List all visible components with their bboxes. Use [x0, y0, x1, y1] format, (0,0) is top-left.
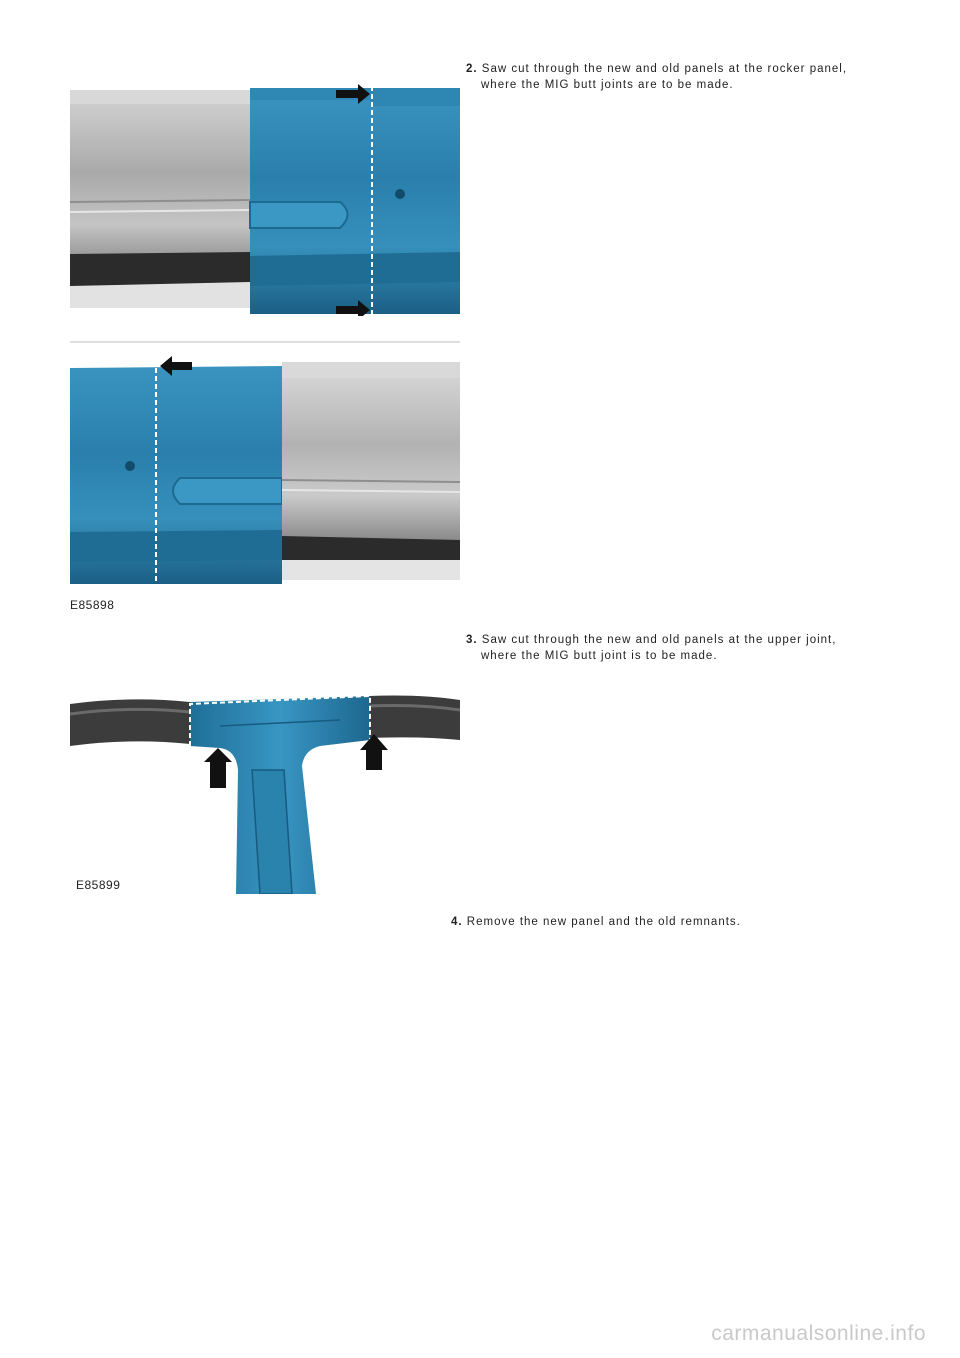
- step-2-instruction: [466, 61, 847, 93]
- upper-joint-illustration: [70, 690, 460, 894]
- step-number: 3.: [466, 634, 478, 646]
- rocker-panel-joint-illustration-top: [70, 82, 460, 316]
- step-4-instruction: [451, 914, 741, 930]
- step-text: Remove the new panel and the old remnants.: [466, 916, 741, 928]
- step-3-instruction: [466, 632, 836, 664]
- watermark: carmanualsonline.info: [711, 1322, 926, 1345]
- step-text-continued: where the MIG butt joint is to be made.: [481, 650, 718, 662]
- step-number: 4.: [451, 916, 463, 928]
- step-text: Saw cut through the new and old panels at the upper joint,: [481, 634, 837, 646]
- figure-code: E85898: [70, 598, 115, 612]
- step-number: 2.: [466, 63, 478, 75]
- step-text: Saw cut through the new and old panels at the rocker panel,: [481, 63, 848, 75]
- rocker-panel-joint-illustration-bottom: [70, 356, 460, 588]
- figure-code: E85899: [76, 878, 121, 892]
- figure-divider: [70, 340, 460, 344]
- step-text-continued: where the MIG butt joints are to be made.: [481, 79, 734, 91]
